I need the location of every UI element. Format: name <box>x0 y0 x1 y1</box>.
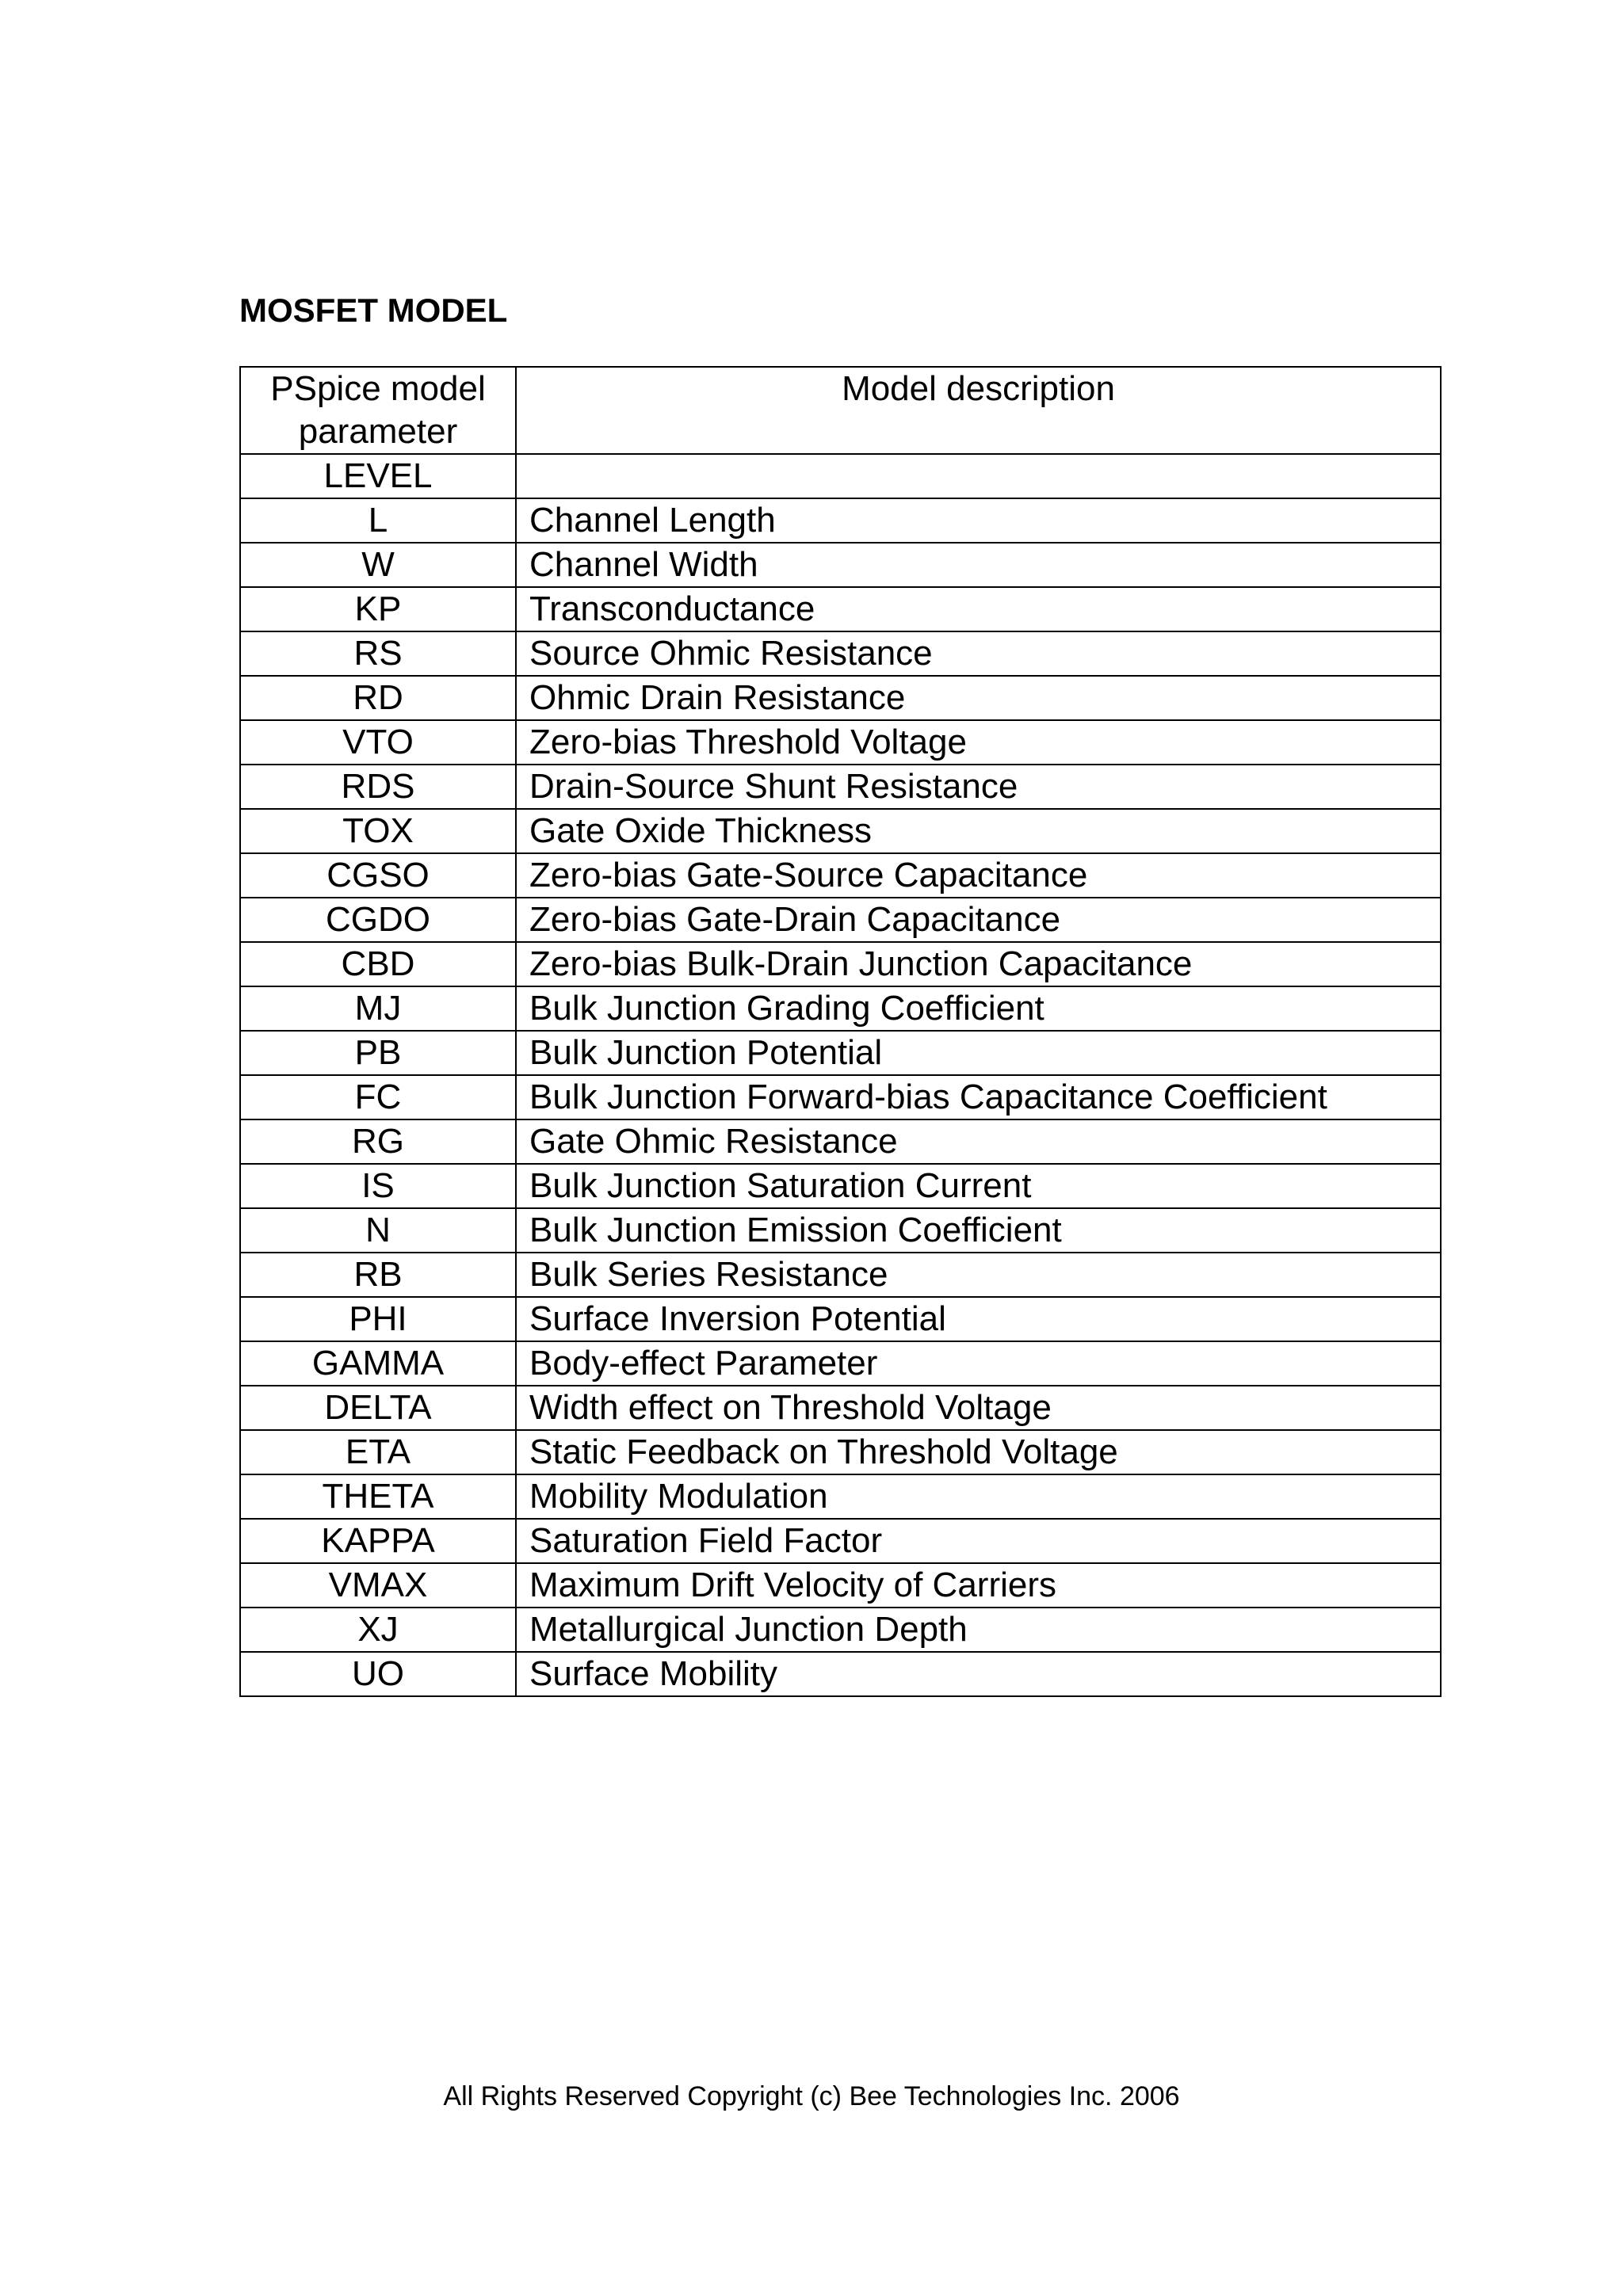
parameter-cell: FC <box>240 1075 516 1119</box>
parameter-cell: IS <box>240 1164 516 1208</box>
table-row <box>240 676 1441 720</box>
copyright-footer: All Rights Reserved Copyright (c) Bee Technologies Inc. 2006 <box>443 2081 1180 2111</box>
description-cell: Mobility Modulation <box>516 1474 1441 1519</box>
description-cell: Saturation Field Factor <box>516 1519 1441 1563</box>
page-title: MOSFET MODEL <box>239 292 508 329</box>
parameter-cell: VTO <box>240 720 516 765</box>
description-cell: Surface Inversion Potential <box>516 1297 1441 1341</box>
parameter-cell: N <box>240 1208 516 1253</box>
table-row <box>240 1031 1441 1075</box>
table-row <box>240 1253 1441 1297</box>
table-row <box>240 809 1441 853</box>
table-row <box>240 720 1441 765</box>
table-row <box>240 1474 1441 1519</box>
parameter-cell: PB <box>240 1031 516 1075</box>
mosfet-parameter-table <box>239 366 1442 1697</box>
parameter-cell: L <box>240 498 516 543</box>
table-row <box>240 1652 1441 1696</box>
description-cell: Body-effect Parameter <box>516 1341 1441 1386</box>
table-row <box>240 1208 1441 1253</box>
parameter-cell: CGDO <box>240 898 516 942</box>
description-cell: Gate Ohmic Resistance <box>516 1119 1441 1164</box>
table-row <box>240 1519 1441 1563</box>
description-cell: Metallurgical Junction Depth <box>516 1608 1441 1652</box>
table-row <box>240 1341 1441 1386</box>
description-cell: Bulk Junction Potential <box>516 1031 1441 1075</box>
description-cell: Ohmic Drain Resistance <box>516 676 1441 720</box>
description-cell: Static Feedback on Threshold Voltage <box>516 1430 1441 1474</box>
parameter-cell: LEVEL <box>240 454 516 498</box>
parameter-cell: ETA <box>240 1430 516 1474</box>
description-cell: Gate Oxide Thickness <box>516 809 1441 853</box>
description-cell: Width effect on Threshold Voltage <box>516 1386 1441 1430</box>
parameter-cell: PHI <box>240 1297 516 1341</box>
parameter-cell: TOX <box>240 809 516 853</box>
description-cell: Surface Mobility <box>516 1652 1441 1696</box>
parameter-cell: W <box>240 543 516 587</box>
table-row <box>240 853 1441 898</box>
table-row <box>240 942 1441 986</box>
parameter-cell: RS <box>240 631 516 676</box>
table-row <box>240 1164 1441 1208</box>
parameter-cell: KAPPA <box>240 1519 516 1563</box>
description-cell: Maximum Drift Velocity of Carriers <box>516 1563 1441 1608</box>
parameter-cell: DELTA <box>240 1386 516 1430</box>
parameter-cell: RDS <box>240 765 516 809</box>
parameter-cell: RB <box>240 1253 516 1297</box>
description-cell: Bulk Junction Emission Coefficient <box>516 1208 1441 1253</box>
column-header-description: Model description <box>516 367 1441 454</box>
table-row <box>240 1119 1441 1164</box>
column-header-parameter: PSpice model parameter <box>240 367 516 454</box>
parameter-cell: KP <box>240 587 516 631</box>
description-cell: Zero-bias Gate-Source Capacitance <box>516 853 1441 898</box>
parameter-cell: MJ <box>240 986 516 1031</box>
description-cell: Zero-bias Gate-Drain Capacitance <box>516 898 1441 942</box>
table-body <box>240 454 1441 1696</box>
parameter-cell: RG <box>240 1119 516 1164</box>
parameter-cell: THETA <box>240 1474 516 1519</box>
description-cell: Bulk Junction Saturation Current <box>516 1164 1441 1208</box>
table-row <box>240 1430 1441 1474</box>
description-cell: Bulk Series Resistance <box>516 1253 1441 1297</box>
table-row <box>240 1075 1441 1119</box>
table-row <box>240 498 1441 543</box>
table-row <box>240 765 1441 809</box>
parameter-cell: CBD <box>240 942 516 986</box>
description-cell: Zero-bias Bulk-Drain Junction Capacitance <box>516 942 1441 986</box>
table-row <box>240 587 1441 631</box>
table-row <box>240 898 1441 942</box>
table-row <box>240 1563 1441 1608</box>
parameter-cell: UO <box>240 1652 516 1696</box>
table-row <box>240 454 1441 498</box>
table-row <box>240 1297 1441 1341</box>
parameter-cell: CGSO <box>240 853 516 898</box>
description-cell: Bulk Junction Forward-bias Capacitance Coefficient <box>516 1075 1441 1119</box>
description-cell: Zero-bias Threshold Voltage <box>516 720 1441 765</box>
description-cell <box>516 454 1441 498</box>
table-header-row <box>240 367 1441 454</box>
parameter-cell: RD <box>240 676 516 720</box>
parameter-cell: VMAX <box>240 1563 516 1608</box>
parameter-cell: XJ <box>240 1608 516 1652</box>
description-cell: Channel Length <box>516 498 1441 543</box>
description-cell: Channel Width <box>516 543 1441 587</box>
description-cell: Source Ohmic Resistance <box>516 631 1441 676</box>
table-row <box>240 631 1441 676</box>
table-row <box>240 543 1441 587</box>
table-row <box>240 1386 1441 1430</box>
description-cell: Drain-Source Shunt Resistance <box>516 765 1441 809</box>
description-cell: Transconductance <box>516 587 1441 631</box>
table-row <box>240 1608 1441 1652</box>
description-cell: Bulk Junction Grading Coefficient <box>516 986 1441 1031</box>
table-row <box>240 986 1441 1031</box>
parameter-cell: GAMMA <box>240 1341 516 1386</box>
